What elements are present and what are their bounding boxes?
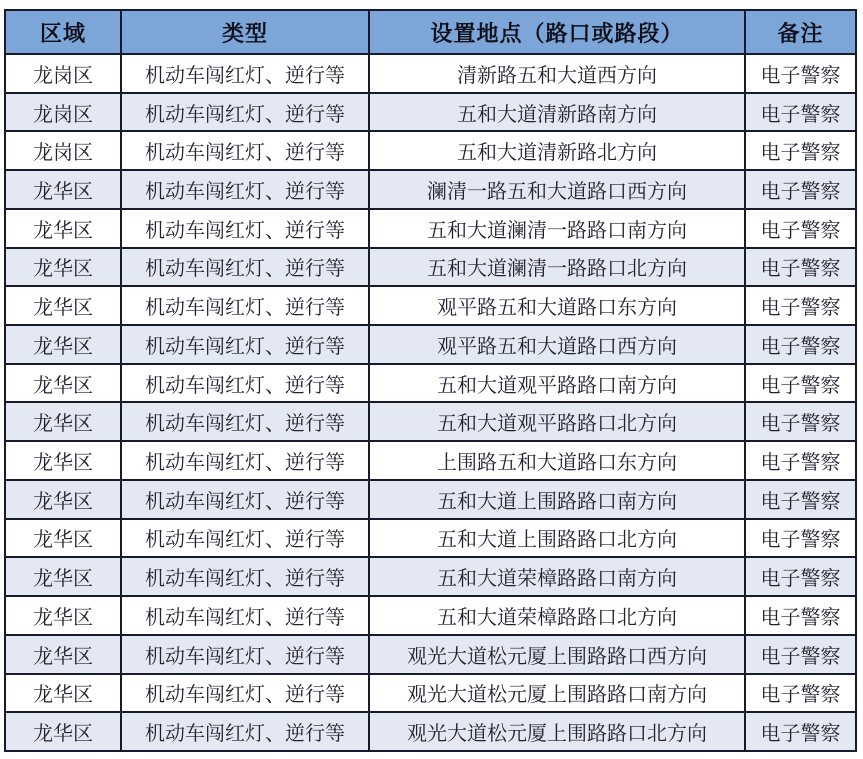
cell-type: 机动车闯红灯、逆行等 <box>121 519 369 558</box>
cell-district: 龙华区 <box>5 674 121 713</box>
cell-remark: 电子警察 <box>745 248 856 287</box>
table-row <box>5 712 856 751</box>
cell-district: 龙岗区 <box>5 54 121 93</box>
cell-district: 龙华区 <box>5 480 121 519</box>
cell-district: 龙华区 <box>5 170 121 209</box>
cell-location: 五和大道上围路路口北方向 <box>369 519 745 558</box>
cell-remark: 电子警察 <box>745 480 856 519</box>
cell-district: 龙岗区 <box>5 93 121 132</box>
cell-location: 五和大道荣樟路路口北方向 <box>369 596 745 635</box>
cell-location: 清新路五和大道西方向 <box>369 54 745 93</box>
column-header-type: 类型 <box>121 10 369 54</box>
cell-type: 机动车闯红灯、逆行等 <box>121 54 369 93</box>
table-row <box>5 441 856 480</box>
cell-district: 龙华区 <box>5 248 121 287</box>
cell-location: 五和大道澜清一路路口南方向 <box>369 209 745 248</box>
cell-remark: 电子警察 <box>745 286 856 325</box>
table-row <box>5 209 856 248</box>
cell-district: 龙华区 <box>5 364 121 403</box>
cell-type: 机动车闯红灯、逆行等 <box>121 286 369 325</box>
camera-locations-table <box>4 9 857 752</box>
cell-location: 上围路五和大道路口东方向 <box>369 441 745 480</box>
cell-type: 机动车闯红灯、逆行等 <box>121 93 369 132</box>
cell-district: 龙华区 <box>5 712 121 751</box>
table-row <box>5 93 856 132</box>
cell-remark: 电子警察 <box>745 596 856 635</box>
cell-location: 观光大道松元厦上围路路口北方向 <box>369 712 745 751</box>
cell-location: 五和大道澜清一路路口北方向 <box>369 248 745 287</box>
cell-type: 机动车闯红灯、逆行等 <box>121 596 369 635</box>
cell-remark: 电子警察 <box>745 325 856 364</box>
cell-remark: 电子警察 <box>745 131 856 170</box>
table-row <box>5 674 856 713</box>
cell-remark: 电子警察 <box>745 170 856 209</box>
column-header-location: 设置地点（路口或路段） <box>369 10 745 54</box>
table-row <box>5 519 856 558</box>
cell-district: 龙华区 <box>5 557 121 596</box>
cell-district: 龙华区 <box>5 209 121 248</box>
cell-type: 机动车闯红灯、逆行等 <box>121 441 369 480</box>
cell-location: 五和大道上围路路口南方向 <box>369 480 745 519</box>
cell-location: 观光大道松元厦上围路路口西方向 <box>369 635 745 674</box>
cell-location: 五和大道清新路南方向 <box>369 93 745 132</box>
cell-remark: 电子警察 <box>745 635 856 674</box>
table-row <box>5 364 856 403</box>
table-row <box>5 402 856 441</box>
cell-location: 五和大道清新路北方向 <box>369 131 745 170</box>
table-row <box>5 54 856 93</box>
cell-type: 机动车闯红灯、逆行等 <box>121 712 369 751</box>
cell-type: 机动车闯红灯、逆行等 <box>121 402 369 441</box>
cell-district: 龙岗区 <box>5 131 121 170</box>
cell-location: 五和大道荣樟路路口南方向 <box>369 557 745 596</box>
cell-location: 观光大道松元厦上围路路口南方向 <box>369 674 745 713</box>
cell-remark: 电子警察 <box>745 402 856 441</box>
table-row <box>5 286 856 325</box>
table-row <box>5 480 856 519</box>
cell-location: 五和大道观平路路口南方向 <box>369 364 745 403</box>
cell-remark: 电子警察 <box>745 712 856 751</box>
header-row <box>5 10 856 54</box>
cell-type: 机动车闯红灯、逆行等 <box>121 480 369 519</box>
table-row <box>5 131 856 170</box>
cell-type: 机动车闯红灯、逆行等 <box>121 325 369 364</box>
cell-district: 龙华区 <box>5 325 121 364</box>
table-row <box>5 596 856 635</box>
cell-remark: 电子警察 <box>745 209 856 248</box>
table-body <box>5 54 856 751</box>
cell-location: 观平路五和大道路口东方向 <box>369 286 745 325</box>
cell-type: 机动车闯红灯、逆行等 <box>121 248 369 287</box>
cell-type: 机动车闯红灯、逆行等 <box>121 364 369 403</box>
cell-type: 机动车闯红灯、逆行等 <box>121 131 369 170</box>
cell-type: 机动车闯红灯、逆行等 <box>121 674 369 713</box>
cell-district: 龙华区 <box>5 519 121 558</box>
table-row <box>5 248 856 287</box>
table-row <box>5 557 856 596</box>
cell-remark: 电子警察 <box>745 93 856 132</box>
cell-location: 五和大道观平路路口北方向 <box>369 402 745 441</box>
cell-type: 机动车闯红灯、逆行等 <box>121 209 369 248</box>
cell-location: 观平路五和大道路口西方向 <box>369 325 745 364</box>
cell-remark: 电子警察 <box>745 364 856 403</box>
cell-remark: 电子警察 <box>745 54 856 93</box>
cell-district: 龙华区 <box>5 402 121 441</box>
cell-remark: 电子警察 <box>745 441 856 480</box>
cell-district: 龙华区 <box>5 596 121 635</box>
cell-remark: 电子警察 <box>745 557 856 596</box>
column-header-district: 区域 <box>5 10 121 54</box>
cell-remark: 电子警察 <box>745 519 856 558</box>
cell-type: 机动车闯红灯、逆行等 <box>121 557 369 596</box>
cell-type: 机动车闯红灯、逆行等 <box>121 635 369 674</box>
cell-district: 龙华区 <box>5 441 121 480</box>
column-header-remark: 备注 <box>745 10 856 54</box>
cell-district: 龙华区 <box>5 635 121 674</box>
cell-location: 澜清一路五和大道路口西方向 <box>369 170 745 209</box>
table-row <box>5 635 856 674</box>
cell-district: 龙华区 <box>5 286 121 325</box>
cell-type: 机动车闯红灯、逆行等 <box>121 170 369 209</box>
table-row <box>5 170 856 209</box>
cell-remark: 电子警察 <box>745 674 856 713</box>
table-row <box>5 325 856 364</box>
